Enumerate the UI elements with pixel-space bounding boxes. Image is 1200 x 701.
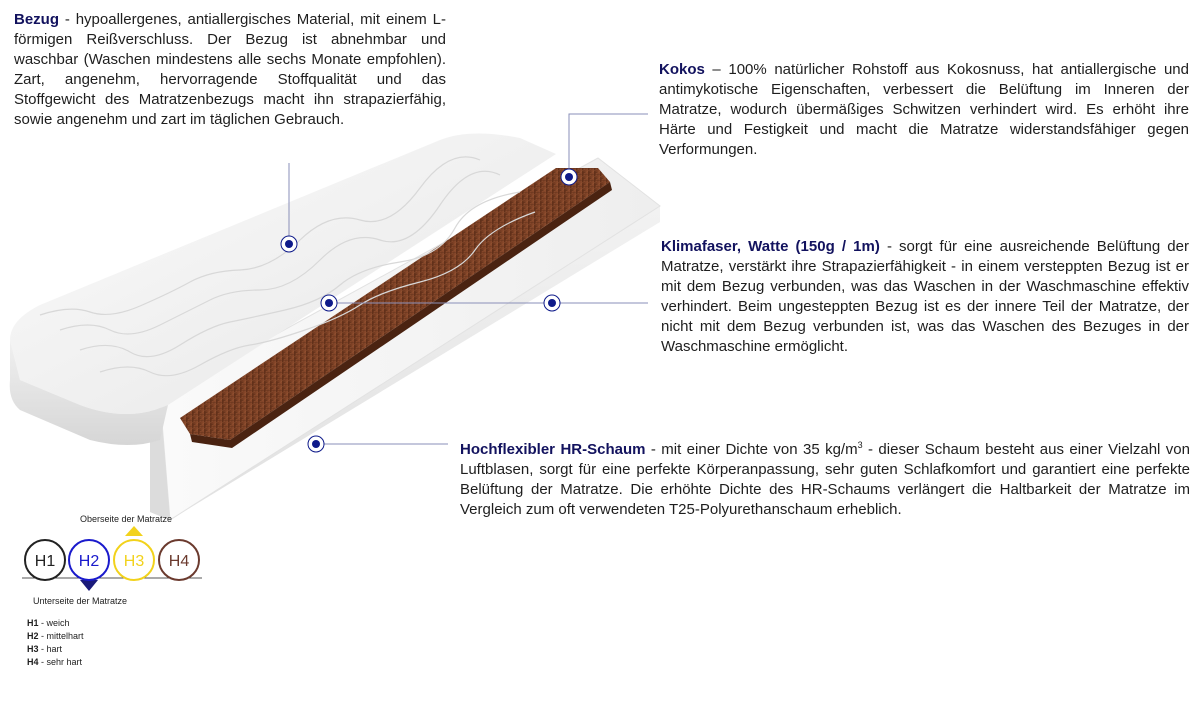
schaum-text-after: - dieser Schaum besteht aus einer Vielzahl von Luftblasen, sorgt für eine perfekte Körperanpassung, sehr guten Schlafkomfort und garantiert eine perfekte Belüftung der Matratze. Die erhöhte Dichte des HR-Schaums verlängert die Haltbarkeit der Matratze im Vergleich zum oft verwendeten T25-Polyurethanschaum erheblich. <box>460 441 1190 518</box>
bottom-side-marker-icon <box>80 580 98 591</box>
hardness-circle-h3 <box>114 540 154 580</box>
schaum-superscript: 3 <box>857 440 863 450</box>
klimafaser-title: Klimafaser, Watte (150g / 1m) <box>661 238 880 255</box>
hardness-circle-h4 <box>159 540 199 580</box>
hardness-key-h2: H2 - mittelhart <box>27 631 84 641</box>
klimafaser-text: - sorgt für eine ausreichende Belüftung der Matratze, verstärkt ihre Strapazierfähigkeit - in einem versteppten Bezug ist er mit dem Bezug verbunden, was das Waschen in der Waschmaschine effektiv verhindert. Beim ungesteppten Bezug ist es der innere Teil der Matratze, der nicht mit dem Bezug verbunden ist, was das Waschen des Bezuges in der Waschmaschine ermöglicht. <box>661 238 1189 355</box>
hardness-key-h3: H3 - hart <box>27 644 63 654</box>
top-side-label: Oberseite der Matratze <box>80 514 173 524</box>
hardness-circle-h1 <box>25 540 65 580</box>
hardness-key-h4: H4 - sehr hart <box>27 657 83 667</box>
bezug-text: - hypoallergenes, antiallergisches Material, mit einem L-förmigen Reißverschluss. Der Bezug ist abnehmbar und waschbar (Waschen mindestens alle sechs Monate empfohlen). Zart, angenehm, hervorragende Stoffqualität und das Stoffgewicht des Matratzenbezugs macht ihn strapazierfähig, sowie angenehm und zart im täglichen Gebrauch. <box>14 11 446 128</box>
hardness-circle-h2 <box>69 540 109 580</box>
schaum-text-before: - mit einer Dichte von 35 kg/m <box>645 441 858 458</box>
hardness-circle-label: H4 <box>168 553 190 570</box>
top-side-marker-icon <box>125 526 143 536</box>
layer-marker-klimafaser-left <box>321 295 337 311</box>
hardness-circle-label: H2 <box>78 553 100 570</box>
kokos-title: Kokos <box>659 61 705 78</box>
bezug-title: Bezug <box>14 11 59 28</box>
layer-marker-kokos <box>561 169 577 185</box>
hardness-circle-label: H3 <box>123 553 145 570</box>
layer-marker-klimafaser-right <box>544 295 560 311</box>
schaum-title: Hochflexibler HR-Schaum <box>460 441 646 458</box>
hardness-circle-label: H1 <box>34 553 56 570</box>
kokos-text: – 100% natürlicher Rohstoff aus Kokosnuss, hat antiallergische und antimykotische Eigenschaften, verbessert die Belüftung im Inneren der Matratze, wodurch übermäßiges Schwitzen verhindert wird. Es erhöht ihre Härte und Festigkeit und macht die Matratze widerstandsfähiger gegen Verformungen. <box>659 61 1189 158</box>
layer-marker-schaum <box>308 436 324 452</box>
bottom-side-label: Unterseite der Matratze <box>33 596 128 606</box>
hardness-scale <box>22 526 202 591</box>
layer-marker-bezug <box>281 236 297 252</box>
hardness-key-h1: H1 - weich <box>27 618 70 628</box>
